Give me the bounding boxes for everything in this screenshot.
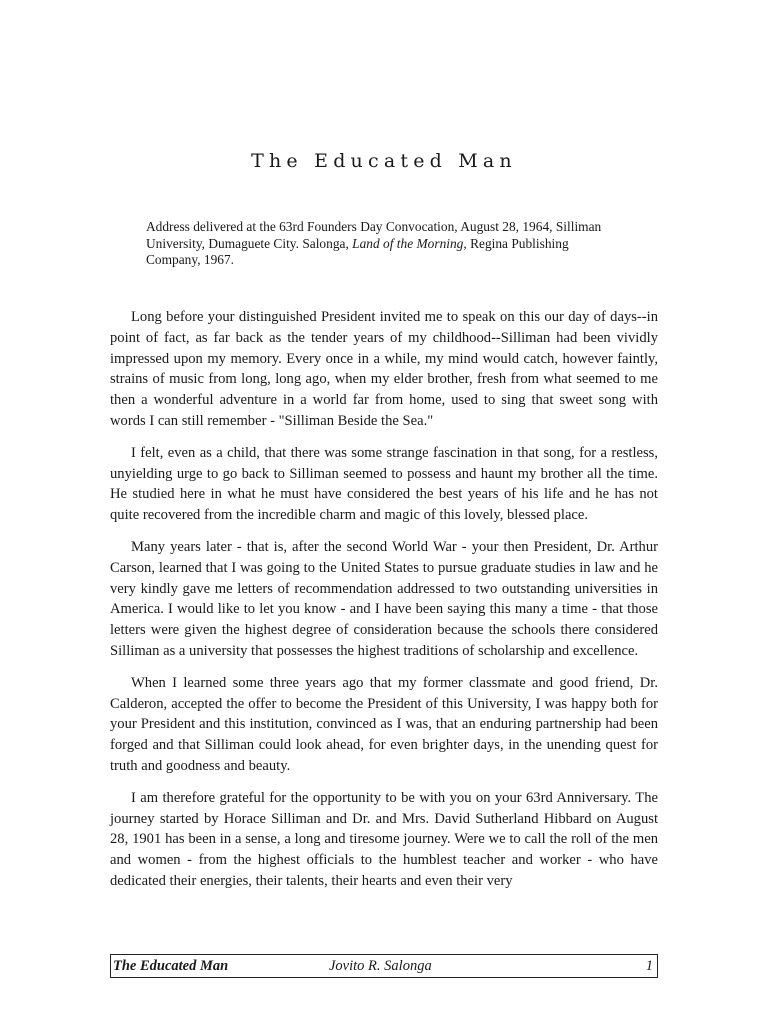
paragraph: When I learned some three years ago that my former classmate and good friend, Dr. Calderon, accepted the offer to become the President of this University, I was happy both for your President and this institution, convinced as I was, that an enduring partnership had been forged and that Silliman could look ahead, for even brighter days, in the unending quest for truth and goodness and beauty.: [110, 674, 658, 774]
body-text: [110, 307, 658, 903]
page-footer: [110, 954, 658, 978]
document-title: The Educated Man: [251, 150, 517, 172]
paragraph: Many years later - that is, after the second World War - your then President, Dr. Arthur Carson, learned that I was going to the United States to pursue graduate studies in law and he very kindly gave me letters of recommendation addressed to two outstanding universities in America. I would like to let you know - and I have been saying this many a time - that those letters were given the highest degree of consideration because the schools there considered Silliman as a university that possesses the highest traditions of scholarship and excellence.: [110, 538, 658, 659]
source-note-lead: Address delivered at the 63rd Founders Day Convocation, August 28, 1964, Silliman University, Dumaguete City. Salonga,: [146, 219, 602, 251]
footer-author: Jovito R. Salonga: [329, 958, 432, 974]
source-note: [146, 219, 616, 269]
source-book-title: Land of the Morning: [352, 235, 464, 251]
source-note-tail: , Regina Publishing Company, 1967.: [146, 235, 569, 267]
footer-page-number: 1: [645, 958, 653, 974]
footer-title: The Educated Man: [113, 958, 229, 974]
paragraph: Long before your distinguished President invited me to speak on this our day of days--in point of fact, as far back as the tender years of my childhood--Silliman had been vividly impressed upon my memory. Every once in a while, my mind would catch, however faintly, strains of music from long, long ago, when my elder brother, fresh from what seemed to me then a wonderful adventure in a world far from home, used to sing that sweet song with words I can still remember - "Silliman Beside the Sea.": [110, 309, 658, 429]
paragraph: I am therefore grateful for the opportunity to be with you on your 63rd Anniversary. The journey started by Horace Silliman and Dr. and Mrs. David Sutherland Hibbard on August 28, 1901 has been in a sense, a long and tiresome journey. Were we to call the roll of the men and women - from the highest officials to the humblest teacher and worker - who have dedicated their energies, their talents, their hearts and even their very: [110, 789, 658, 889]
paragraph: I felt, even as a child, that there was some strange fascination in that song, for a restless, unyielding urge to go back to Silliman seemed to possess and haunt my brother all the time. He studied here in what he must have considered the best years of his life and he has not quite recovered from the incredible charm and magic of this lovely, blessed place.: [110, 444, 658, 524]
